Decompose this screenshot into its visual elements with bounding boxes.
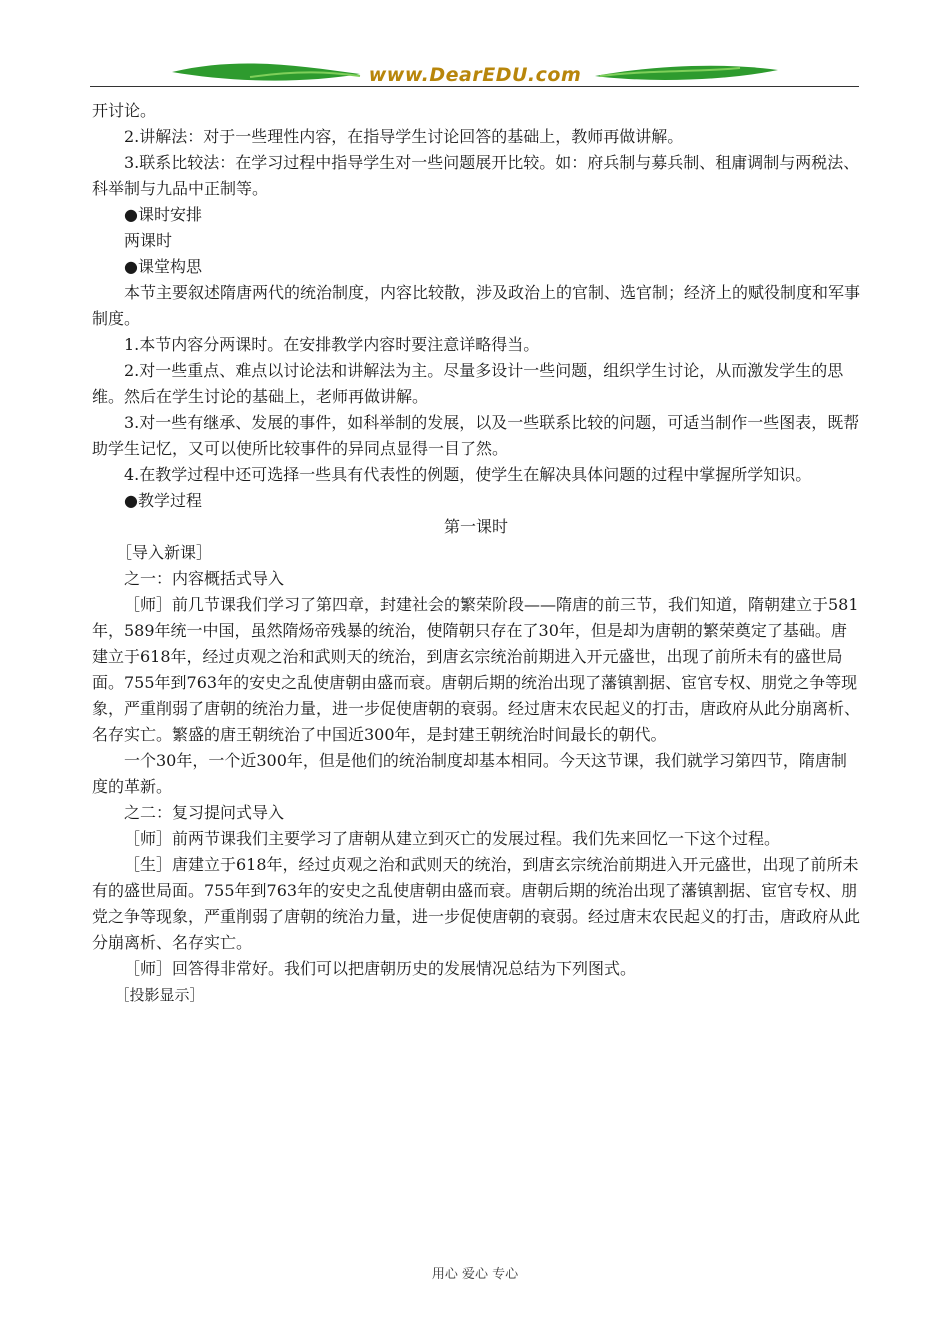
paragraph: 4.在教学过程中还可选择一些具有代表性的例题，使学生在解决具体问题的过程中掌握所学知识。 <box>124 465 812 484</box>
paragraph: 一个30年，一个近300年，但是他们的统治制度却基本相同。今天这节课，我们就学习第四节，隋唐制度的革新。 <box>92 751 847 796</box>
paragraph: ［师］回答得非常好。我们可以把唐朝历史的发展情况总结为下列图式。 <box>124 959 637 978</box>
paragraph: 3.联系比较法：在学习过程中指导学生对一些问题展开比较。如：府兵制与募兵制、租庸调制与两税法、科举制与九品中正制等。 <box>92 153 860 198</box>
page-footer: 用心 爱心 专心 <box>431 1267 519 1282</box>
section-heading: ●课堂构思 <box>124 257 202 276</box>
section-heading: ●课时安排 <box>124 205 202 224</box>
paragraph: ［生］唐建立于618年，经过贞观之治和武则天的统治，到唐玄宗统治前期进入开元盛世，出现了前所未有的盛世局面。755年到763年的安史之乱使唐朝由盛而衰。唐朝后期的统治出现了藩镇割据、宦官专权、朋党之争等现象，严重削弱了唐朝的统治力量，进一步促使唐朝的衰弱。经过唐末农民起义的打击，唐政府从此分崩离析、名存实亡。 <box>92 855 861 952</box>
paragraph: 开讨论。 <box>92 101 157 120</box>
paragraph: ［师］前两节课我们主要学习了唐朝从建立到灭亡的发展过程。我们先来回忆一下这个过程。 <box>124 829 781 848</box>
document-body <box>92 98 860 1008</box>
section-heading: ●教学过程 <box>124 491 202 510</box>
header-rule <box>90 86 859 87</box>
paragraph: 3.对一些有继承、发展的事件，如科举制的发展，以及一些联系比较的问题，可适当制作一些图表，既帮助学生记忆，又可以使所比较事件的异同点显得一目了然。 <box>92 413 860 458</box>
lesson-title: 第一课时 <box>443 517 508 536</box>
paragraph: ［投影显示］ <box>114 986 205 1004</box>
paragraph: 两课时 <box>124 231 173 250</box>
subsection-heading: ［导入新课］ <box>116 543 213 562</box>
paragraph: 本节主要叙述隋唐两代的统治制度，内容比较散，涉及政治上的官制、选官制；经济上的赋役制度和军事制度。 <box>92 283 861 328</box>
subsection-heading: 之二：复习提问式导入 <box>124 803 285 822</box>
site-logo-text: www.DearEDU.com <box>368 64 582 86</box>
paragraph: ［师］前几节课我们学习了第四章，封建社会的繁荣阶段——隋唐的前三节，我们知道，隋朝建立于581年，589年统一中国，虽然隋炀帝残暴的统治，使隋朝只存在了30年，但是却为唐朝的繁荣奠定了基础。唐建立于618年，经过贞观之治和武则天的统治，到唐玄宗统治前期进入开元盛世，出现了前所未有的盛世局面。755年到763年的安史之乱使唐朝由盛而衰。唐朝后期的统治出现了藩镇割据、宦官专权、朋党之争等现象，严重削弱了唐朝的统治力量，进一步促使唐朝的衰弱。经过唐末农民起义的打击，唐政府从此分崩离析、名存实亡。繁盛的唐王朝统治了中国近300年，是封建王朝统治时间最长的朝代。 <box>92 595 861 744</box>
subsection-heading: 之一：内容概括式导入 <box>124 569 285 588</box>
paragraph: 1.本节内容分两课时。在安排教学内容时要注意详略得当。 <box>124 335 540 354</box>
paragraph: 2.讲解法：对于一些理性内容，在指导学生讨论回答的基础上，教师再做讲解。 <box>124 127 684 146</box>
paragraph: 2.对一些重点、难点以讨论法和讲解法为主。尽量多设计一些问题，组织学生讨论，从而激发学生的思维。然后在学生讨论的基础上，老师再做讲解。 <box>92 361 844 406</box>
